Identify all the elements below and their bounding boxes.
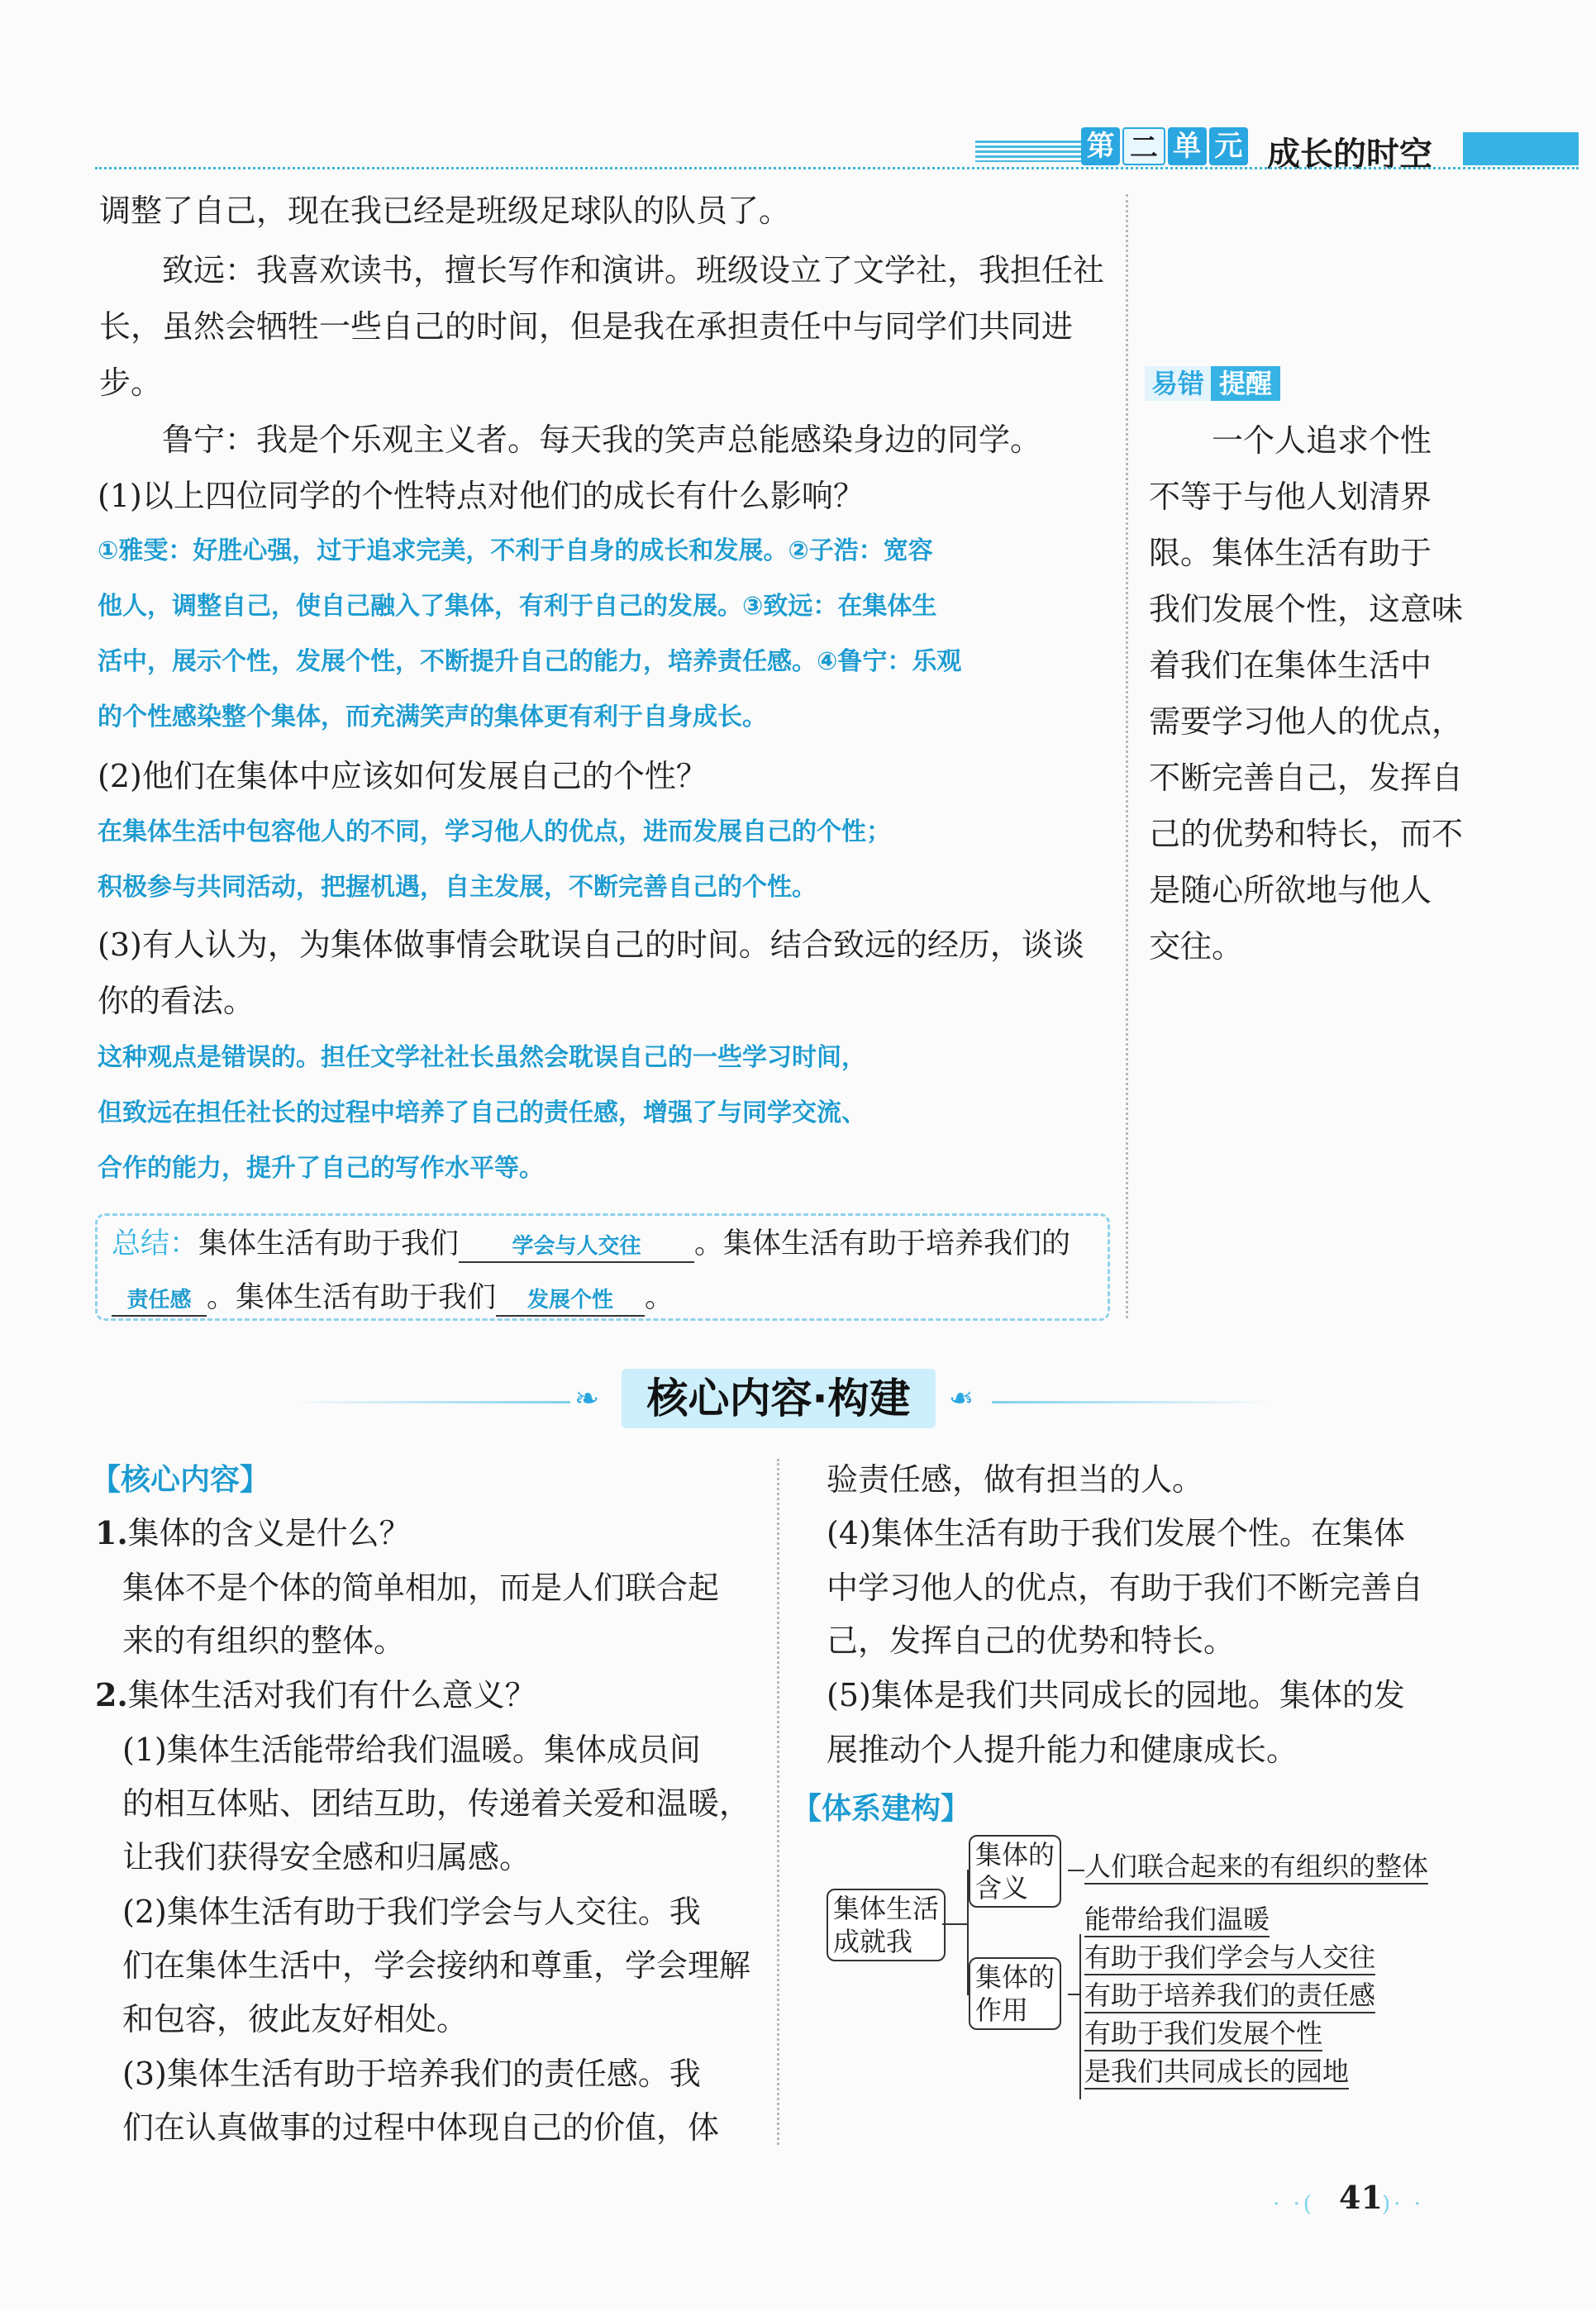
ornament-icon: ❧	[949, 1382, 974, 1416]
header-bar	[1463, 132, 1579, 165]
text-line: 致远：我喜欢读书，擅长写作和演讲。班级设立了文学社，我担任社	[162, 252, 1105, 288]
core-line: (2)集体生活有助于我们学会与人交往。我	[122, 1894, 701, 1930]
text-line: 鲁宁：我是个乐观主义者。每天我的笑声总能感染身边的同学。	[162, 422, 1042, 458]
map-leaf: 有助于我们学会与人交往	[1084, 1941, 1375, 1975]
core-q2	[95, 1675, 536, 1716]
core-line: 们在集体生活中，学会接纳和尊重，学会理解	[122, 1947, 751, 1984]
fill-blank: 责任感	[112, 1285, 207, 1317]
header-stripes	[975, 141, 1083, 162]
answer-line: 这种观点是错误的。担任文学社社长虽然会耽误自己的一些学习时间，	[98, 1043, 866, 1072]
summary-text: 。	[645, 1281, 674, 1314]
summary-label: 总结：	[112, 1227, 199, 1260]
header-divider	[95, 167, 1579, 169]
map-leaf: 能带给我们温暖	[1084, 1903, 1270, 1937]
unit-title: 成长的时空	[1267, 136, 1432, 174]
map-leaf: 有助于培养我们的责任感	[1084, 1979, 1375, 2013]
map-leaf: 是我们共同成长的园地	[1084, 2055, 1349, 2089]
map-root-line: 成就我	[833, 1926, 913, 1957]
core-line: 展推动个人提升能力和健康成长。	[827, 1732, 1298, 1768]
tip-line: 己的优势和特长，而不	[1149, 816, 1464, 852]
section-title: 核心内容·构建	[622, 1369, 936, 1428]
map-connector	[942, 1923, 969, 1925]
question-1: (1)以上四位同学的个性特点对他们的成长有什么影响？	[98, 478, 865, 514]
fill-blank: 发展个性	[496, 1285, 645, 1317]
page-dots-left: · ·(	[1273, 2192, 1315, 2217]
map-node-line: 作用	[975, 1994, 1029, 2026]
answer-line: 但致远在担任社长的过程中培养了自己的责任感，增强了与同学交流、	[98, 1098, 866, 1127]
core-line: 来的有组织的整体。	[122, 1622, 406, 1659]
core-line: 的相互体贴、团结互助，传递着关爱和温暖，	[122, 1785, 751, 1822]
tip-line: 交往。	[1149, 928, 1244, 965]
page-dots-right: )· ·	[1382, 2192, 1424, 2217]
core-heading: 【核心内容】	[91, 1463, 270, 1497]
core-line: 和包容，彼此友好相处。	[122, 2001, 469, 2037]
column-divider	[1126, 194, 1128, 1318]
title-rule-right	[992, 1401, 1273, 1403]
page-number: 41	[1339, 2179, 1383, 2216]
core-line: (1)集体生活能带给我们温暖。集体成员间	[122, 1732, 701, 1768]
map-connector	[1068, 1870, 1084, 1871]
tip-line: 着我们在集体生活中	[1149, 647, 1432, 684]
q-number: 2.	[95, 1676, 128, 1713]
text-line: 调整了自己，现在我已经是班级足球队的队员了。	[99, 193, 791, 229]
core-line: (3)集体生活有助于培养我们的责任感。我	[122, 2056, 701, 2092]
map-node-meaning	[969, 1835, 1061, 1908]
map-root	[827, 1889, 946, 1961]
core-line: 让我们获得安全感和归属感。	[122, 1839, 531, 1875]
map-node-line: 集体的	[975, 1839, 1055, 1870]
tip-line: 不等于与他人划清界	[1149, 479, 1432, 515]
summary-text: 。集体生活有助于培养我们的	[694, 1227, 1071, 1260]
tip-tag-b: 提醒	[1211, 366, 1280, 401]
unit-char: 二	[1122, 127, 1165, 165]
summary-line-2	[112, 1277, 674, 1318]
tip-line: 限。集体生活有助于	[1149, 535, 1432, 571]
text-line: 长，虽然会牺牲一些自己的时间，但是我在承担责任中与同学们共同进	[99, 308, 1074, 345]
summary-text: 集体生活有助于我们	[198, 1227, 460, 1260]
title-rule-left	[289, 1401, 570, 1403]
map-leaf: 人们联合起来的有组织的整体	[1084, 1850, 1428, 1885]
answer-line: 合作的能力，提升了自己的写作水平等。	[98, 1154, 544, 1183]
map-node-line: 集体的	[975, 1961, 1055, 1993]
question-3: (3)有人认为，为集体做事情会耽误自己的时间。结合致远的经历，谈谈	[98, 927, 1084, 963]
question-2: (2)他们在集体中应该如何发展自己的个性？	[98, 758, 707, 794]
unit-char: 第	[1081, 127, 1120, 165]
answer-line: 的个性感染整个集体，而充满笑声的集体更有利于自身成长。	[98, 703, 767, 731]
core-q1	[95, 1513, 411, 1554]
q-number: 1.	[95, 1514, 128, 1551]
q-text: 集体生活对我们有什么意义？	[127, 1677, 536, 1713]
answer-line: 在集体生活中包容他人的不同，学习他人的优点，进而发展自己的个性；	[98, 817, 891, 846]
core-line: 己，发挥自己的优势和特长。	[827, 1622, 1236, 1659]
core-line: 们在认真做事的过程中体现自己的价值，体	[122, 2109, 720, 2146]
column-divider	[777, 1459, 779, 2145]
question-3: 你的看法。	[98, 983, 255, 1019]
tip-line: 需要学习他人的优点，	[1149, 703, 1464, 740]
ornament-icon: ❧	[574, 1382, 600, 1416]
summary-text: 。集体生活有助于我们	[207, 1281, 497, 1314]
map-connector	[1079, 1934, 1081, 2099]
fill-blank: 学会与人交往	[459, 1232, 694, 1263]
core-line: (4)集体生活有助于我们发展个性。在集体	[827, 1515, 1405, 1551]
q-text: 集体的含义是什么？	[127, 1515, 411, 1551]
answer-line: 活中，展示个性，发展个性，不断提升自己的能力，培养责任感。④鲁宁：乐观	[98, 647, 962, 676]
map-root-line: 集体生活	[833, 1893, 940, 1924]
unit-badge	[1081, 127, 1251, 165]
answer-line: ①雅雯：好胜心强，过于追求完美，不利于自身的成长和发展。②子浩：宽容	[98, 536, 933, 565]
map-node-role	[969, 1957, 1061, 2030]
summary-line-1	[112, 1223, 1070, 1265]
core-line: 验责任感，做有担当的人。	[827, 1461, 1204, 1498]
system-heading: 【体系建构】	[792, 1792, 971, 1826]
tip-tag	[1145, 366, 1280, 401]
unit-char: 元	[1209, 127, 1248, 165]
unit-char: 单	[1168, 127, 1207, 165]
core-line: (5)集体是我们共同成长的园地。集体的发	[827, 1677, 1405, 1713]
text-line: 步。	[99, 365, 163, 401]
core-line: 集体不是个体的简单相加，而是人们联合起	[122, 1570, 720, 1606]
core-line: 中学习他人的优点，有助于我们不断完善自	[827, 1570, 1424, 1606]
tip-tag-a: 易错	[1145, 366, 1211, 401]
answer-line: 他人，调整自己，使自己融入了集体，有利于自己的发展。③致远：在集体生	[98, 592, 937, 621]
tip-line: 我们发展个性，这意味	[1149, 591, 1464, 627]
answer-line: 积极参与共同活动，把握机遇，自主发展，不断完善自己的个性。	[98, 873, 817, 902]
tip-line: 是随心所欲地与他人	[1149, 872, 1432, 908]
tip-line: 一个人追求个性	[1212, 422, 1432, 459]
map-node-line: 含义	[975, 1872, 1029, 1904]
map-leaf: 有助于我们发展个性	[1084, 2017, 1322, 2051]
tip-line: 不断完善自己，发挥自	[1149, 760, 1464, 796]
